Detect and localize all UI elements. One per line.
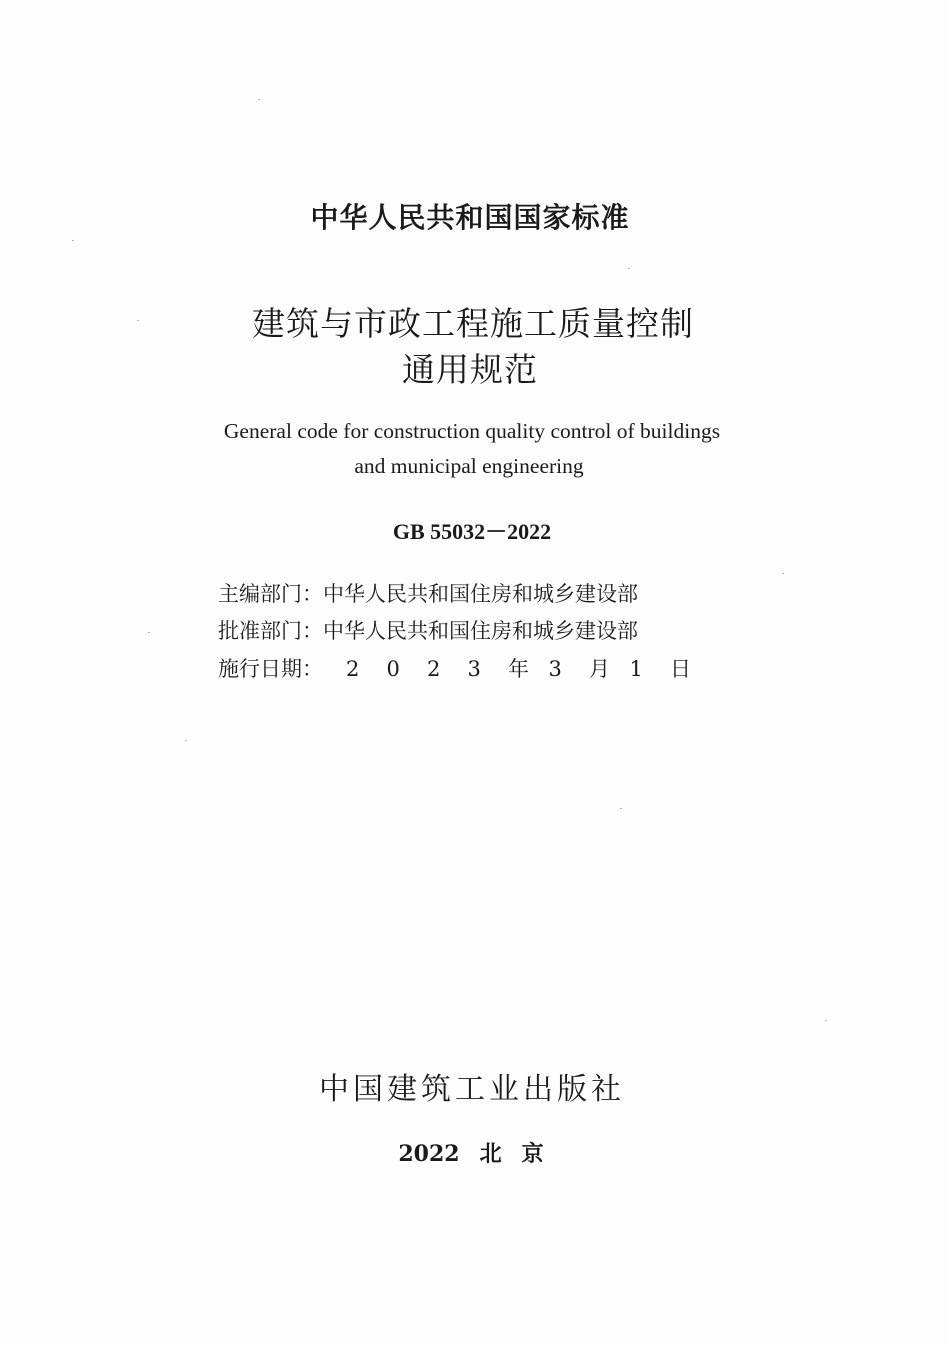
scan-speck — [825, 1020, 827, 1021]
editor-label: 主编部门： — [218, 582, 323, 606]
title-chinese-line-2: 通用规范 — [402, 350, 538, 389]
editor-value: 中华人民共和国住房和城乡建设部 — [323, 582, 638, 606]
approver-label: 批准部门： — [218, 619, 323, 643]
scan-speck — [185, 740, 187, 741]
editor-row — [218, 578, 638, 608]
date-part: 年 — [508, 657, 529, 681]
approver-row — [218, 615, 638, 645]
date-part: 日 — [670, 657, 691, 681]
effective-date-label: 施行日期： — [218, 657, 323, 681]
scan-speck — [72, 240, 74, 241]
effective-date-row — [218, 653, 323, 683]
imprint-city-char-1: 北 — [479, 1141, 502, 1167]
imprint-year: 2022 — [398, 1141, 460, 1167]
scan-speck — [620, 808, 622, 809]
scan-speck — [782, 573, 784, 574]
standard-category: 中华人民共和国国家标准 — [310, 201, 630, 234]
date-part: 2 — [346, 657, 360, 681]
title-english-line-2: and municipal engineering — [354, 454, 584, 478]
date-part: 2 — [427, 657, 441, 681]
scan-speck — [148, 632, 150, 633]
approver-value: 中华人民共和国住房和城乡建设部 — [323, 619, 638, 643]
effective-date-value — [346, 653, 711, 683]
scan-speck — [628, 268, 630, 269]
imprint — [0, 1137, 946, 1168]
publisher: 中国建筑工业出版社 — [319, 1072, 625, 1107]
imprint-city-char-2: 京 — [521, 1141, 544, 1167]
title-english-line-1: General code for construction quality control of buildings — [223, 419, 721, 443]
date-part: 月 — [589, 657, 610, 681]
date-part: 3 — [467, 657, 481, 681]
standard-code: GB 55032－2022 — [392, 519, 552, 544]
scan-speck — [258, 99, 260, 100]
title-chinese-line-1: 建筑与市政工程施工质量控制 — [252, 304, 694, 343]
date-part: 1 — [629, 657, 643, 681]
date-part: 0 — [386, 657, 400, 681]
date-part: 3 — [548, 657, 562, 681]
